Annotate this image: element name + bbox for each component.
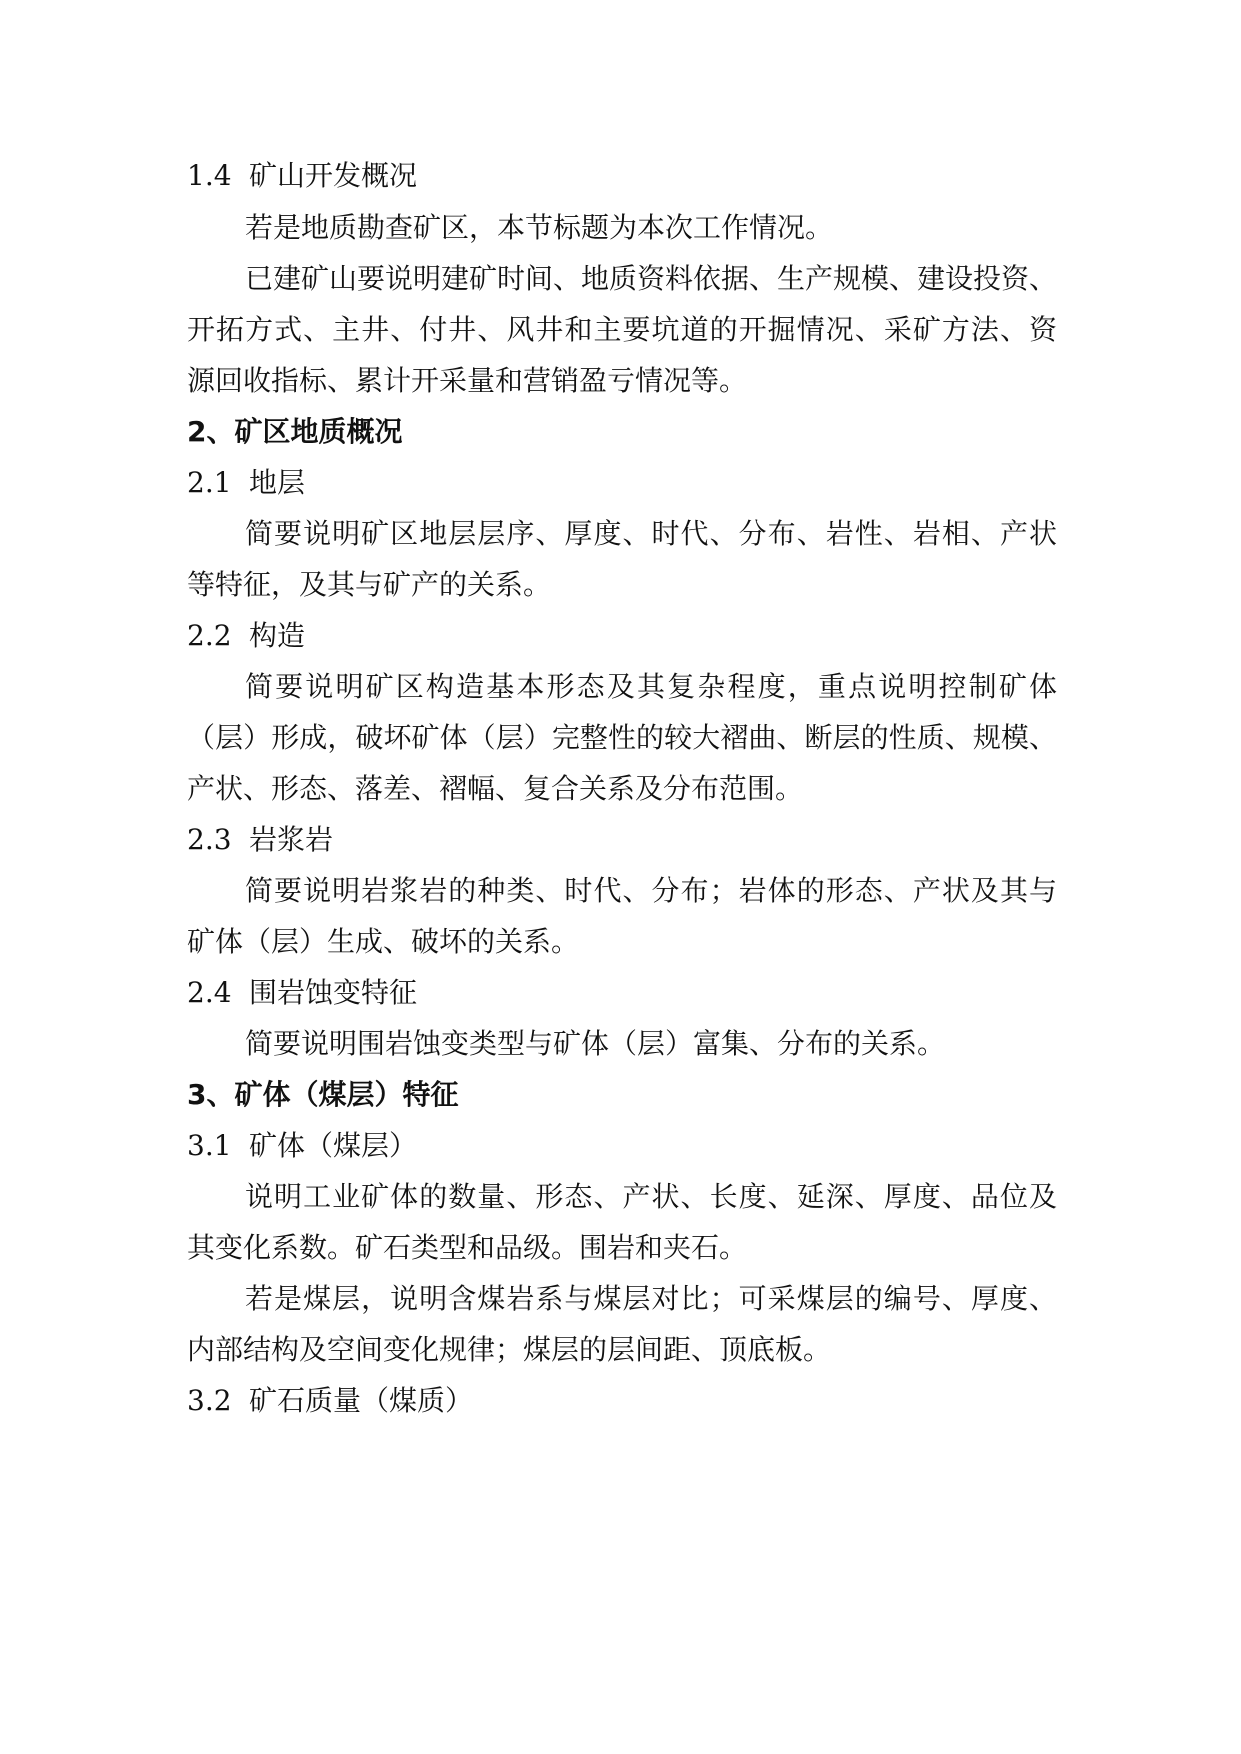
paragraph-line: 说明工业矿体的数量、形态、产状、长度、延深、厚度、品位及 bbox=[245, 1180, 1057, 1213]
paragraph-line: 简要说明岩浆岩的种类、时代、分布；岩体的形态、产状及其与 bbox=[245, 874, 1057, 907]
section-title: 矿山开发概况 bbox=[249, 159, 418, 192]
paragraph-line: 开拓方式、主井、付井、风井和主要坑道的开掘情况、采矿方法、资 bbox=[187, 313, 1057, 346]
section-title: 矿石质量（煤质） bbox=[249, 1384, 474, 1417]
section-title: 地层 bbox=[249, 466, 306, 499]
paragraph-line: 内部结构及空间变化规律；煤层的层间距、顶底板。 bbox=[187, 1333, 832, 1366]
paragraph-line: 其变化系数。矿石类型和品级。围岩和夹石。 bbox=[187, 1231, 748, 1264]
section-number: 2.2 bbox=[187, 619, 232, 652]
paragraph-line: 等特征，及其与矿产的关系。 bbox=[187, 568, 552, 601]
section-number: 3.2 bbox=[187, 1384, 232, 1417]
section-heading-3-2 bbox=[187, 1381, 1057, 1421]
section-title: 矿体（煤层） bbox=[249, 1129, 418, 1162]
section-heading-2-1 bbox=[187, 463, 1057, 503]
section-heading-2-4 bbox=[187, 973, 1057, 1013]
chapter-heading-2: 2、矿区地质概况 bbox=[187, 415, 403, 448]
section-number: 2.4 bbox=[187, 976, 232, 1009]
paragraph-line: （层）形成，破坏矿体（层）完整性的较大褶曲、断层的性质、规模、 bbox=[187, 721, 1057, 754]
section-title: 岩浆岩 bbox=[249, 823, 334, 856]
paragraph-line: 若是地质勘查矿区，本节标题为本次工作情况。 bbox=[245, 211, 834, 244]
paragraph-line: 简要说明矿区地层层序、厚度、时代、分布、岩性、岩相、产状 bbox=[245, 517, 1057, 550]
paragraph-line: 源回收指标、累计开采量和营销盈亏情况等。 bbox=[187, 364, 748, 397]
paragraph-line: 矿体（层）生成、破坏的关系。 bbox=[187, 925, 580, 958]
section-title: 构造 bbox=[249, 619, 306, 652]
section-number: 1.4 bbox=[187, 159, 232, 192]
paragraph-line: 若是煤层，说明含煤岩系与煤层对比；可采煤层的编号、厚度、 bbox=[245, 1282, 1057, 1315]
paragraph-line: 简要说明矿区构造基本形态及其复杂程度，重点说明控制矿体 bbox=[245, 670, 1057, 703]
section-title: 围岩蚀变特征 bbox=[249, 976, 418, 1009]
section-number: 3.1 bbox=[187, 1129, 232, 1162]
paragraph-line: 产状、形态、落差、褶幅、复合关系及分布范围。 bbox=[187, 772, 804, 805]
section-heading-2-2 bbox=[187, 616, 1057, 656]
paragraph-line: 已建矿山要说明建矿时间、地质资料依据、生产规模、建设投资、 bbox=[245, 262, 1058, 295]
section-heading-3-1 bbox=[187, 1126, 1057, 1166]
section-heading-2-3 bbox=[187, 820, 1057, 860]
paragraph-line: 简要说明围岩蚀变类型与矿体（层）富集、分布的关系。 bbox=[245, 1027, 946, 1060]
section-number: 2.3 bbox=[187, 823, 232, 856]
chapter-heading-3: 3、矿体（煤层）特征 bbox=[187, 1078, 459, 1111]
section-number: 2.1 bbox=[187, 466, 232, 499]
section-heading-1-4 bbox=[187, 156, 1057, 196]
